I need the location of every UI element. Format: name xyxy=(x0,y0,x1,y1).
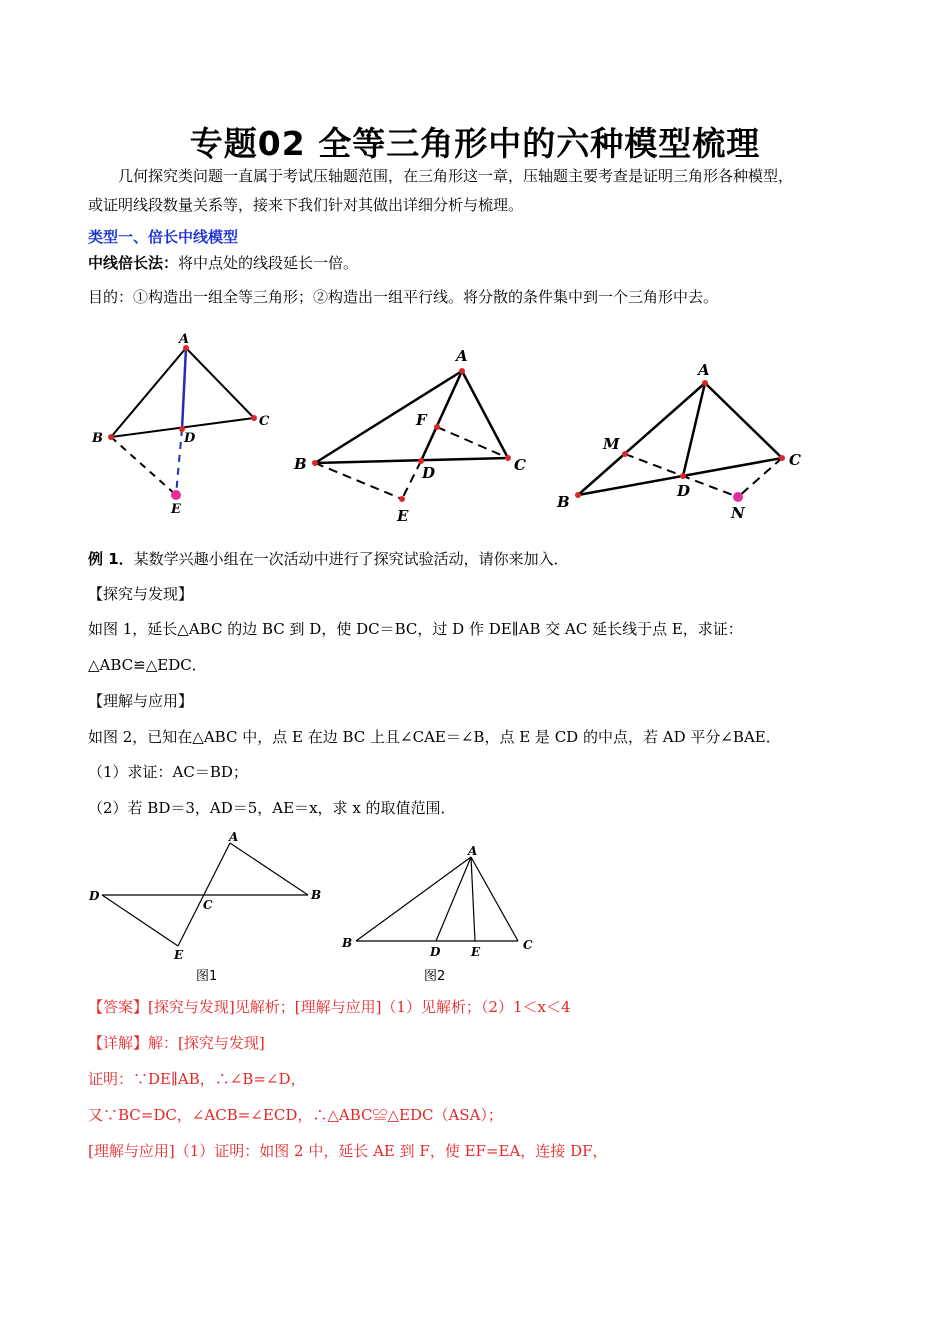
fig2-label-a: A xyxy=(456,347,468,365)
figure-1 xyxy=(91,332,270,517)
fig1-label-a: A xyxy=(179,332,190,347)
method-label: 中线倍长法： xyxy=(88,254,179,272)
detail-line xyxy=(88,1032,888,1054)
fig2-label-b: B xyxy=(294,455,307,473)
example-text: 某数学兴趣小组在一次活动中进行了探究试验活动，请你来加入． xyxy=(133,550,569,568)
fig-b xyxy=(341,844,533,984)
answer-line xyxy=(88,996,888,1018)
figb-label-e: E xyxy=(471,945,481,959)
answer-label: 【答案】 xyxy=(88,998,149,1016)
fig3-label-b: B xyxy=(557,493,570,511)
figb-label-c: C xyxy=(523,938,533,952)
intro-line-2: 或证明线段数量关系等，接来下我们针对其做出详细分析与梳理。 xyxy=(88,196,524,214)
figa-label-c: C xyxy=(203,898,213,912)
fig1-label-b: B xyxy=(92,431,103,446)
figb-label-b: B xyxy=(342,936,353,950)
figb-label-a: A xyxy=(468,844,478,858)
figure-3 xyxy=(556,361,801,522)
proof-line-3: [理解与应用]（1）证明：如图 2 中，延长 AE 到 F，使 EF=EA，连接 DF， xyxy=(88,1142,608,1160)
part1-line2: △ABC≌△EDC． xyxy=(88,656,207,674)
fig2-label-c: C xyxy=(514,456,526,474)
fig2-label-e: E xyxy=(397,507,409,525)
figa-caption: 图1 xyxy=(196,969,218,984)
figb-label-d: D xyxy=(430,945,441,959)
figa-label-d: D xyxy=(89,889,100,903)
figa-label-e: E xyxy=(174,948,184,962)
part1-heading: 【探究与发现】 xyxy=(88,585,194,603)
fig1-label-c: C xyxy=(259,414,270,429)
fig3-label-a: A xyxy=(698,361,710,379)
figa-label-a: A xyxy=(229,830,239,844)
answer-text: [探究与发现]见解析；[理解与应用]（1）见解析；（2）1＜x＜4 xyxy=(148,998,571,1016)
section-heading: 类型一、倍长中线模型 xyxy=(88,228,239,246)
detail-label: 【详解】 xyxy=(88,1034,149,1052)
method-text: 将中点处的线段延长一倍。 xyxy=(178,254,359,272)
fig3-label-m: M xyxy=(603,435,620,453)
part2-heading: 【理解与应用】 xyxy=(88,692,194,710)
page-title: 专题02 全等三角形中的六种模型梳理 xyxy=(189,124,761,163)
fig2-label-d: D xyxy=(422,464,436,482)
median-figures xyxy=(0,325,950,525)
intro-line-1: 几何探究类问题一直属于考试压轴题范围，在三角形这一章，压轴题主要考查是证明三角形各种模型， xyxy=(118,167,794,185)
part2-line1: 如图 2，已知在△ABC 中，点 E 在边 BC 上且∠CAE＝∠B，点 E 是 CD 的中点，若 AD 平分∠BAE． xyxy=(88,728,781,746)
fig2-label-f: F xyxy=(416,411,427,429)
part1-line1: 如图 1，延长△ABC 的边 BC 到 D，使 DC＝BC，过 D 作 DE∥AB 交 AC 延长线于点 E，求证： xyxy=(88,620,743,638)
proof-line-2: 又∵BC=DC，∠ACB=∠ECD，∴△ABC≌△EDC（ASA）； xyxy=(88,1106,503,1124)
example-label: 例 1． xyxy=(88,550,134,568)
detail-text: 解：[探究与发现] xyxy=(148,1034,265,1052)
figure-2 xyxy=(293,347,526,525)
fig-a xyxy=(88,830,321,984)
fig3-label-c: C xyxy=(789,451,801,469)
fig1-label-d: D xyxy=(184,431,196,446)
figb-caption: 图2 xyxy=(424,969,446,984)
fig3-label-n: N xyxy=(731,504,745,522)
purpose-line: 目的：①构造出一组全等三角形；②构造出一组平行线。将分散的条件集中到一个三角形中去。 xyxy=(88,288,719,306)
example-intro xyxy=(88,548,888,570)
example-figures xyxy=(0,825,560,990)
fig1-label-e: E xyxy=(171,502,181,517)
question-2: （2）若 BD＝3，AD＝5，AE＝x，求 x 的取值范围． xyxy=(88,799,456,817)
question-1: （1）求证：AC＝BD； xyxy=(88,763,248,781)
method-line xyxy=(88,252,888,274)
proof-line-1: 证明：∵DE∥AB，∴∠B=∠D， xyxy=(88,1070,306,1088)
fig3-label-d: D xyxy=(677,482,691,500)
figa-label-b: B xyxy=(311,888,322,902)
